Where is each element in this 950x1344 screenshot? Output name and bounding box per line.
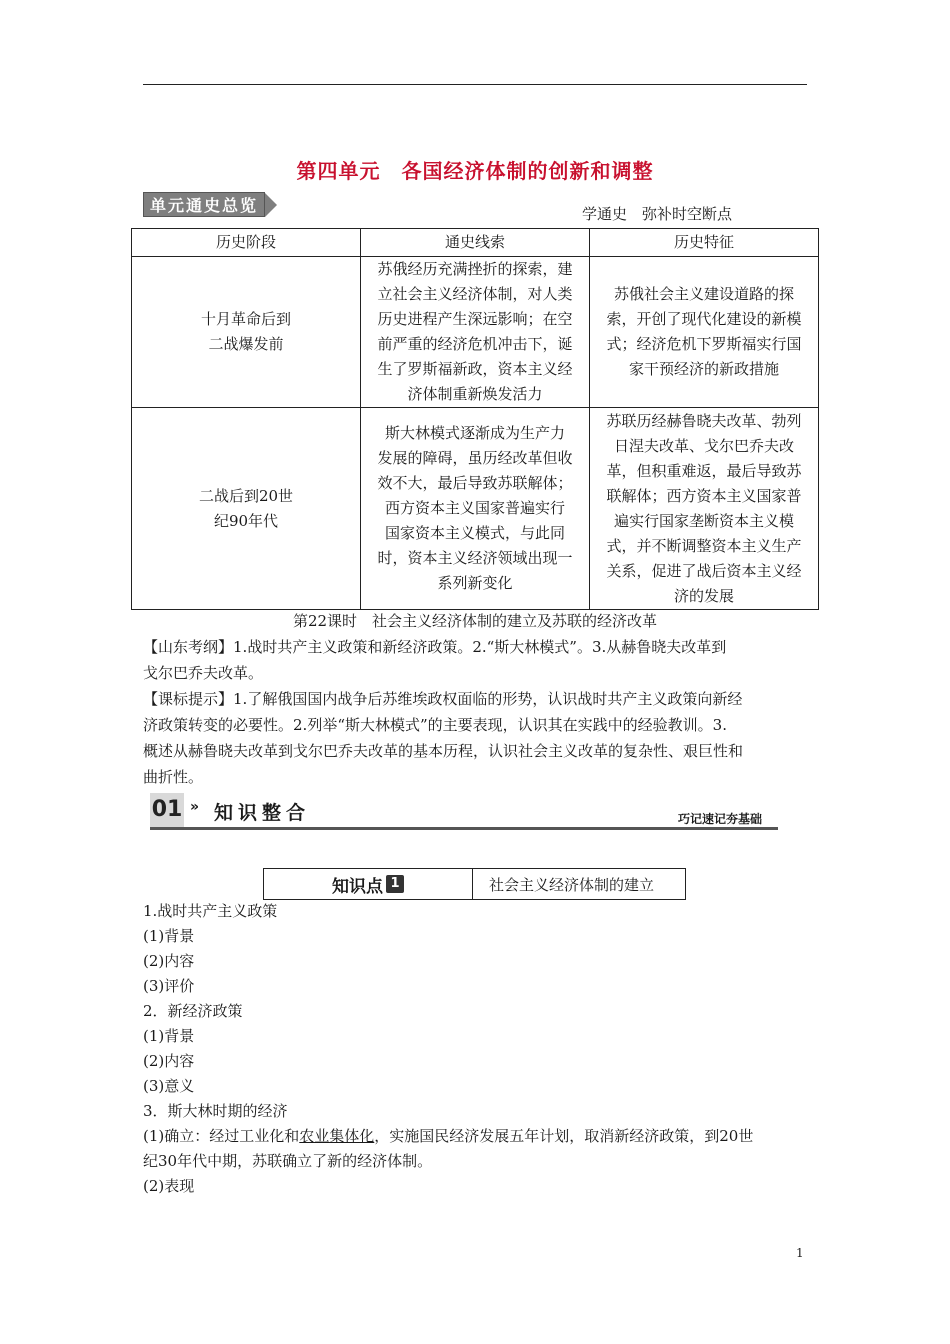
stage-line: 十月革命后到 [200,310,291,328]
clue-line: 济体制重新焕发活力 [407,385,543,403]
header-feature: 历史特征 [590,229,819,257]
outline-item: (2)内容 [143,1052,195,1070]
clue-line: 历史进程产生深远影响；在空 [377,310,573,328]
outline-item: (2)表现 [143,1177,195,1195]
standard-line [143,686,811,712]
header-clue: 通史线索 [361,229,590,257]
clue-line: 系列新变化 [437,574,513,592]
standard-line: 概述从赫鲁晓夫改革到戈尔巴乔夫改革的基本历程，认识社会主义改革的复杂性、艰巨性和 [143,742,744,760]
feature-line: 关系，促进了战后资本主义经 [606,561,802,580]
knowledge-point-title: 社会主义经济体制的建立 [489,875,655,894]
header-stage: 历史阶段 [132,229,361,257]
outline-item: (1)背景 [143,1027,195,1045]
stage-cell [132,408,361,610]
clue-line: 苏俄经历充满挫折的探索，建 [377,260,573,278]
header-rule [143,84,807,85]
feature-line: 式，并不断调整资本主义生产 [606,536,802,555]
establish-text: (1)确立：经过工业化和 [143,1127,300,1145]
page-number: 1 [796,1246,804,1260]
feature-line: 联解体；西方资本主义国家普 [606,486,802,505]
clue-cell [361,257,590,408]
outline-item: (3)意义 [143,1077,195,1095]
exam-line: 戈尔巴乔夫改革。 [143,664,264,682]
stage-line: 二战后到20世 [198,486,294,505]
feature-line: 革，但积重难返，最后导致苏 [606,461,802,480]
clue-line: 生了罗斯福新政，资本主义经 [377,360,573,378]
establish-text: ，实施国民经济发展五年计划，取消新经济政策，到20世 [374,1127,754,1145]
knowledge-point-label: 知识点 [332,876,383,897]
section-subtitle: 巧记速记夯基础 [677,812,762,826]
feature-line: 苏俄社会主义建设道路的探 [613,285,794,303]
feature-line: 济的发展 [673,586,734,605]
stage-line: 纪90年代 [213,511,279,530]
standard-label: 【课标提示】 [143,690,234,708]
lesson-title: 第22课时 社会主义经济体制的建立及苏联的经济改革 [292,612,658,630]
section-header [150,793,778,829]
collectivization-term: 农业集体化 [299,1127,375,1145]
feature-cell [590,408,819,610]
exam-outline [143,634,811,686]
clue-line: 时，资本主义经济领域出现一 [377,549,573,567]
outline-item: 2．新经济政策 [143,1002,243,1020]
feature-line: 式；经济危机下罗斯福实行国 [606,335,802,353]
outline-item: (2)内容 [143,952,195,970]
history-table [131,228,819,610]
clue-line: 西方资本主义国家普遍实行 [384,499,565,517]
double-chevron-icon: » [190,799,200,815]
overview-badge [143,192,309,217]
standard-text: 1.了解俄国国内战争后苏维埃政权面临的形势，认识战时共产主义政策向新经 [233,690,743,708]
clue-cell [361,408,590,610]
clue-line: 国家资本主义模式，与此同 [384,524,565,542]
exam-label: 【山东考纲】 [143,638,234,656]
overview-badge-label: 单元通史总览 [143,192,265,217]
feature-cell [590,257,819,408]
overview-subtitle: 学通史 弥补时空断点 [582,205,733,223]
outline-item: (1)背景 [143,927,195,945]
clue-line: 发展的障碍，虽历经改革但收 [377,449,573,467]
section-underline [150,827,778,830]
clue-line: 前严重的经济危机冲击下，诞 [377,335,573,353]
section-title: 知识整合 [214,802,311,824]
stage-line: 二战爆发前 [208,335,284,353]
outline-item: (3)评价 [143,977,195,995]
table-header-row [132,229,819,257]
outline-item: 3．斯大林时期的经济 [143,1102,288,1120]
feature-line: 家干预经济的新政措施 [628,360,779,378]
feature-line: 日涅夫改革、戈尔巴乔夫改 [613,436,794,455]
exam-line [143,634,811,660]
standard-line: 济政策转变的必要性。2.列举“斯大林模式”的主要表现，认识其在实践中的经验教训。3. [143,716,727,734]
unit-title: 第四单元 各国经济体制的创新和调整 [296,159,654,183]
stage-cell [132,257,361,408]
knowledge-point-label-cell [264,869,473,899]
feature-line: 苏联历经赫鲁晓夫改革、勃列 [606,411,802,430]
clue-line: 效不大，最后导致苏联解体； [377,474,573,492]
establish-line [143,1124,753,1149]
clue-line: 斯大林模式逐渐成为生产力 [384,424,565,442]
play-arrow-icon [265,193,277,217]
standard-hint [143,686,811,790]
table-row [132,257,819,408]
section-number: 01 [150,793,184,827]
feature-line: 索，开创了现代化建设的新模 [606,310,802,328]
feature-line: 遍实行国家垄断资本主义模 [613,511,794,530]
table-row [132,408,819,610]
establish-line: 纪30年代中期，苏联确立了新的经济体制。 [143,1152,433,1170]
knowledge-point-box [263,868,686,900]
standard-line: 曲折性。 [143,768,204,786]
exam-text: 1.战时共产主义政策和新经济政策。2.“斯大林模式”。3.从赫鲁晓夫改革到 [233,638,727,656]
outline-item: 1.战时共产主义政策 [143,902,278,920]
clue-line: 立社会主义经济体制，对人类 [377,285,573,303]
knowledge-point-number: 1 [386,875,404,893]
